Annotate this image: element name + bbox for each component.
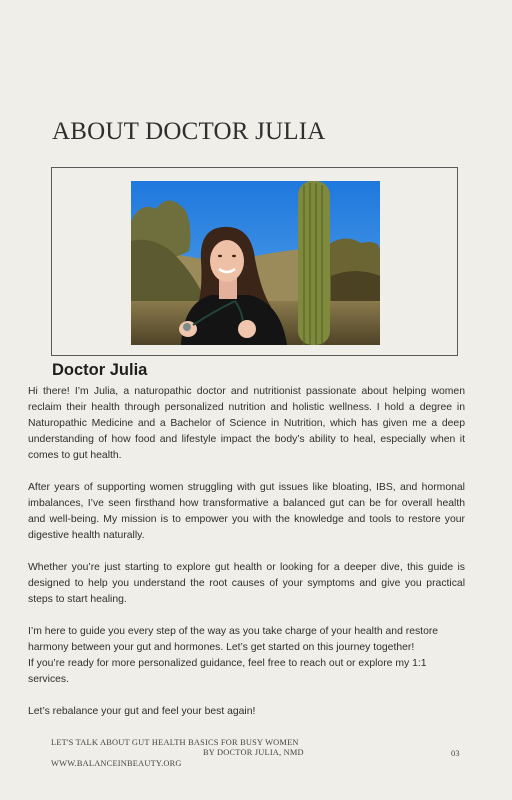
bio-paragraph: If you’re ready for more personalized guidance, feel free to reach out or explore my 1:1 services. (28, 658, 427, 685)
bio-text (28, 384, 465, 736)
bio-paragraph: Let’s rebalance your gut and feel your best again! (28, 706, 256, 717)
footer-guide-title: LET'S TALK ABOUT GUT HEALTH BASICS FOR BUSY WOMEN (51, 738, 299, 747)
page-number: 03 (451, 749, 460, 758)
portrait-photo (131, 181, 380, 345)
bio-paragraph: Hi there! I’m Julia, a naturopathic doctor and nutritionist passionate about helping women reclaim their health through personalized nutrition and holistic wellness. I hold a degree in Naturopathic Medicine and a Bachelor of Science in Nutrition, which has given me a deep understanding of how food and lifestyle impact the body’s ability to heal, especially when it comes to gut health. (28, 386, 465, 461)
footer-author: BY DOCTOR JULIA, NMD (203, 748, 304, 757)
bio-paragraph: Whether you’re just starting to explore gut health or looking for a deeper dive, this guide is designed to help you understand the root causes of your symptoms and give you practical steps to start healing. (28, 562, 465, 605)
page-title: ABOUT DOCTOR JULIA (52, 118, 326, 145)
doctor-name-heading: Doctor Julia (52, 361, 148, 379)
footer-website: WWW.BALANCEINBEAUTY.ORG (51, 759, 182, 768)
bio-paragraph: After years of supporting women struggling with gut issues like bloating, IBS, and hormonal imbalances, I’ve seen firsthand how transformative a balanced gut can be for overall health and well-being. My mission is to empower you with the knowledge and tools to restore your digestive health naturally. (28, 482, 465, 541)
bio-paragraph: I’m here to guide you every step of the way as you take charge of your health and restore harmony between your gut and hormones. Let’s get started on this journey together! (28, 626, 439, 653)
